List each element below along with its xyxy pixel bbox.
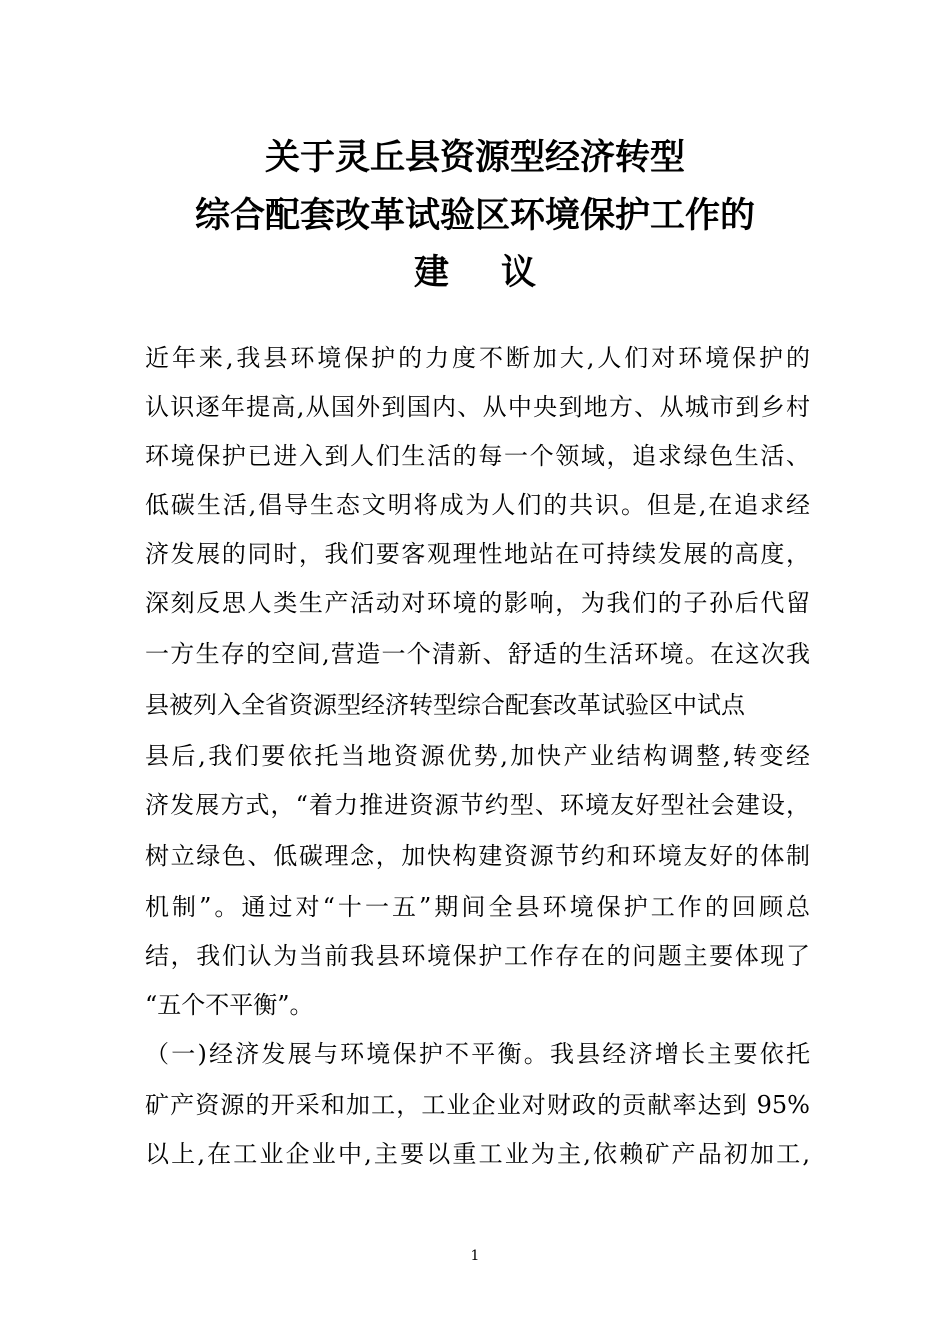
body-line: 以上,在工业企业中,主要以重工业为主,依赖矿产品初加工, [145,1140,810,1168]
body-line: 深刻反思人类生产活动对环境的影响，为我们的子孙后代留 [145,589,810,617]
body-line: 低碳生活,倡导生态文明将成为人们的共识。但是,在追求经 [145,491,810,519]
body-line: 认识逐年提高,从国外到国内、从中央到地方、从城市到乡村 [145,393,810,421]
body-line: 结，我们认为当前我县环境保护工作存在的问题主要体现了 [145,942,810,970]
body-line: 济发展方式，“着力推进资源节约型、环境友好型社会建设， [145,791,810,819]
body-line: 一方生存的空间,营造一个清新、舒适的生活环境。在这次我 [145,640,810,668]
body-line: 近年来,我县环境保护的力度不断加大,人们对环境保护的 [145,344,810,372]
body-line: 环境保护已进入到人们生活的每一个领域，追求绿色生活、 [145,442,810,470]
body-line: 县被列入全省资源型经济转型综合配套改革试验区中试点 [145,691,745,719]
title-line-3: 建议 [413,252,588,293]
title-line-2: 综合配套改革试验区环境保护工作的 [194,195,755,236]
body-line: 机制”。通过对“十一五”期间全县环境保护工作的回顾总 [145,893,810,921]
body-line: 矿产资源的开采和加工，工业企业对财政的贡献率达到 95% [145,1091,810,1119]
body-line: “五个不平衡”。 [145,991,314,1019]
body-line: 县后,我们要依托当地资源优势,加快产业结构调整,转变经 [145,742,810,770]
body-line: 济发展的同时，我们要客观理性地站在可持续发展的高度， [145,540,810,568]
page-number: 1 [470,1248,480,1264]
title-line-1: 关于灵丘县资源型经济转型 [264,137,685,178]
body-line: （一)经济发展与环境保护不平衡。我县经济增长主要依托 [145,1040,810,1068]
body-line: 树立绿色、低碳理念，加快构建资源节约和环境友好的体制 [145,842,810,870]
